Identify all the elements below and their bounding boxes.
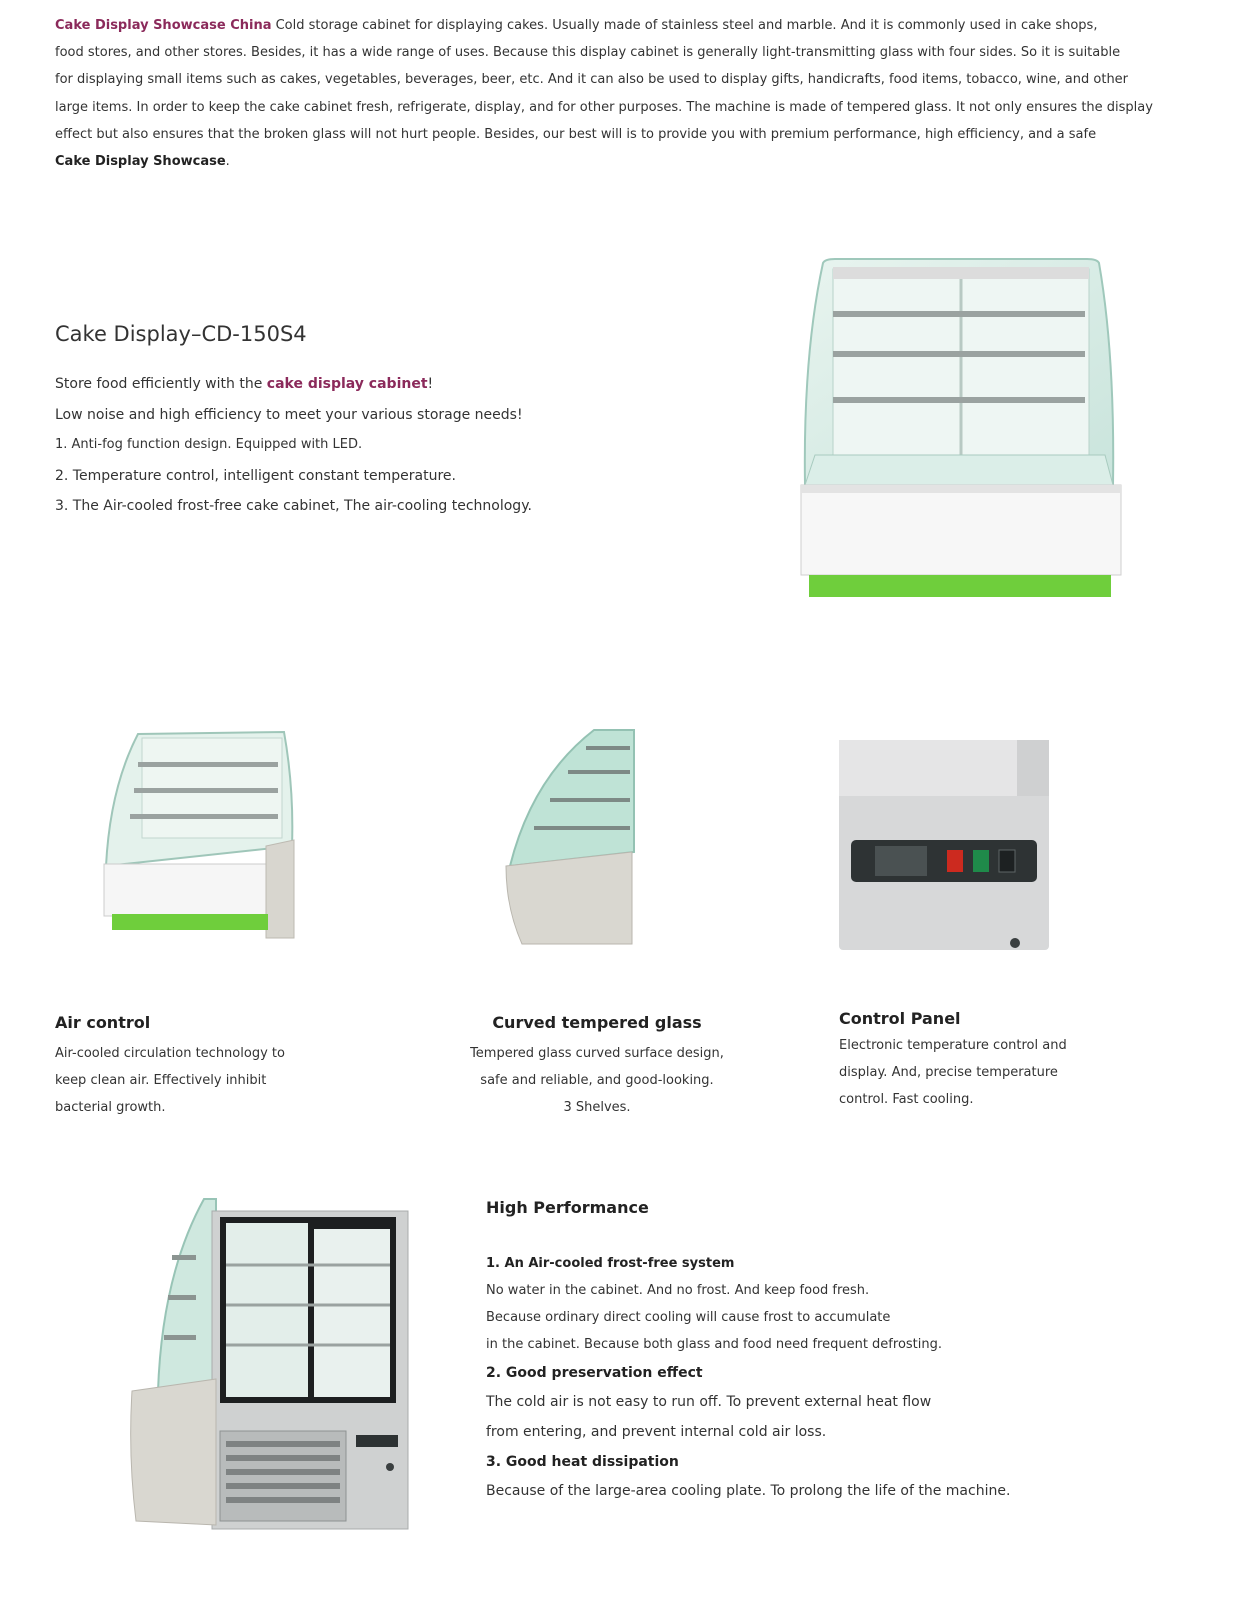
feature-air-line-1: Air-cooled circulation technology to: [55, 1046, 285, 1061]
feature-panel-line-3: control. Fast cooling.: [839, 1092, 974, 1107]
hp-section-1-line-2: Because ordinary direct cooling will cause frost to accumulate: [486, 1310, 891, 1326]
feature-curved-glass-text: [447, 1040, 747, 1121]
intro-line-2: food stores, and other stores. Besides, it has a wide range of uses. Because this display cabinet is generally light-transmitting glass with four sides. So it is suitable: [55, 45, 1121, 61]
control-panel-image: [839, 740, 1049, 950]
intro-line-1-text: Cold storage cabinet for displaying cakes. Usually made of stainless steel and marble. And it is commonly used in cake shops,: [271, 18, 1098, 33]
intro-line-1: [55, 12, 1165, 39]
feature-control-panel-title: Control Panel: [839, 1009, 961, 1028]
intro-line-5: effect but also ensures that the broken glass will not hurt people. Besides, our best will is to provide you with premium performance, high efficiency, and a safe: [55, 126, 1097, 142]
hp-section-1-title: 1. An Air-cooled frost-free system: [486, 1256, 735, 1271]
high-performance-section: [486, 1198, 1206, 1506]
feature-panel-line-1: Electronic temperature control and: [839, 1038, 1067, 1053]
feature-glass-line-1: Tempered glass curved surface design,: [470, 1046, 724, 1061]
hp-section-1-line-3: in the cabinet. Because both glass and food need frequent defrosting.: [486, 1337, 942, 1353]
product-line-1-post: !: [427, 376, 434, 392]
feature-curved-glass-title: Curved tempered glass: [492, 1013, 702, 1032]
product-feature-3: 3. The Air-cooled frost-free cake cabinet, The air-cooling technology.: [55, 498, 532, 514]
feature-air-control-text: [55, 1040, 285, 1121]
product-title: Cake Display–CD-150S4: [55, 322, 307, 346]
hp-section-3-title: 3. Good heat dissipation: [486, 1453, 679, 1470]
feature-glass-line-2: safe and reliable, and good-looking.: [480, 1073, 714, 1088]
main-product-image: [795, 255, 1125, 605]
feature-curved-glass: [447, 1013, 747, 1121]
stainless-cabinet-image: [128, 1195, 414, 1530]
intro-line-6: [55, 148, 1165, 175]
curved-glass-image: [502, 728, 638, 946]
feature-air-control-title: Air control: [55, 1013, 151, 1032]
cake-display-cabinet-link[interactable]: cake display cabinet: [266, 376, 428, 392]
feature-glass-line-3: 3 Shelves.: [563, 1100, 631, 1115]
product-feature-2: 2. Temperature control, intelligent constant temperature.: [55, 467, 456, 484]
intro-line-4: large items. In order to keep the cake cabinet fresh, refrigerate, display, and for other purposes. The machine is made of tempered glass. It not only ensures the display: [55, 99, 1153, 115]
feature-control-panel-text: [839, 1032, 1067, 1113]
intro-period: .: [225, 154, 230, 170]
feature-control-panel: [839, 1009, 1067, 1113]
product-description: [55, 369, 532, 522]
product-line-1-pre: Store food efficiently with the: [55, 376, 267, 392]
hp-section-2-line-2: from entering, and prevent internal cold air loss.: [486, 1424, 827, 1441]
high-performance-title: High Performance: [486, 1198, 649, 1217]
cake-display-showcase-china-link[interactable]: Cake Display Showcase China: [55, 18, 272, 33]
feature-air-line-3: bacterial growth.: [55, 1100, 166, 1115]
hp-section-2-line-1: The cold air is not easy to run off. To prevent external heat flow: [486, 1393, 932, 1410]
intro-paragraph: [55, 12, 1165, 175]
air-control-image: [98, 728, 298, 946]
hp-section-3-line-1: Because of the large-area cooling plate. To prolong the life of the machine.: [486, 1482, 1011, 1499]
intro-bold-product: Cake Display Showcase: [55, 154, 226, 170]
intro-line-3: for displaying small items such as cakes, vegetables, beverages, beer, etc. And it can also be used to display gifts, handicrafts, food items, tobacco, wine, and other: [55, 72, 1129, 88]
hp-section-1-line-1: No water in the cabinet. And no frost. And keep food fresh.: [486, 1283, 870, 1298]
feature-air-line-2: keep clean air. Effectively inhibit: [55, 1073, 267, 1088]
product-feature-1: 1. Anti-fog function design. Equipped with LED.: [55, 437, 363, 452]
hp-section-2-title: 2. Good preservation effect: [486, 1364, 703, 1381]
product-line-1: [55, 369, 532, 400]
product-line-2: Low noise and high efficiency to meet your various storage needs!: [55, 406, 523, 423]
feature-panel-line-2: display. And, precise temperature: [839, 1065, 1058, 1080]
feature-air-control: [55, 1013, 285, 1121]
